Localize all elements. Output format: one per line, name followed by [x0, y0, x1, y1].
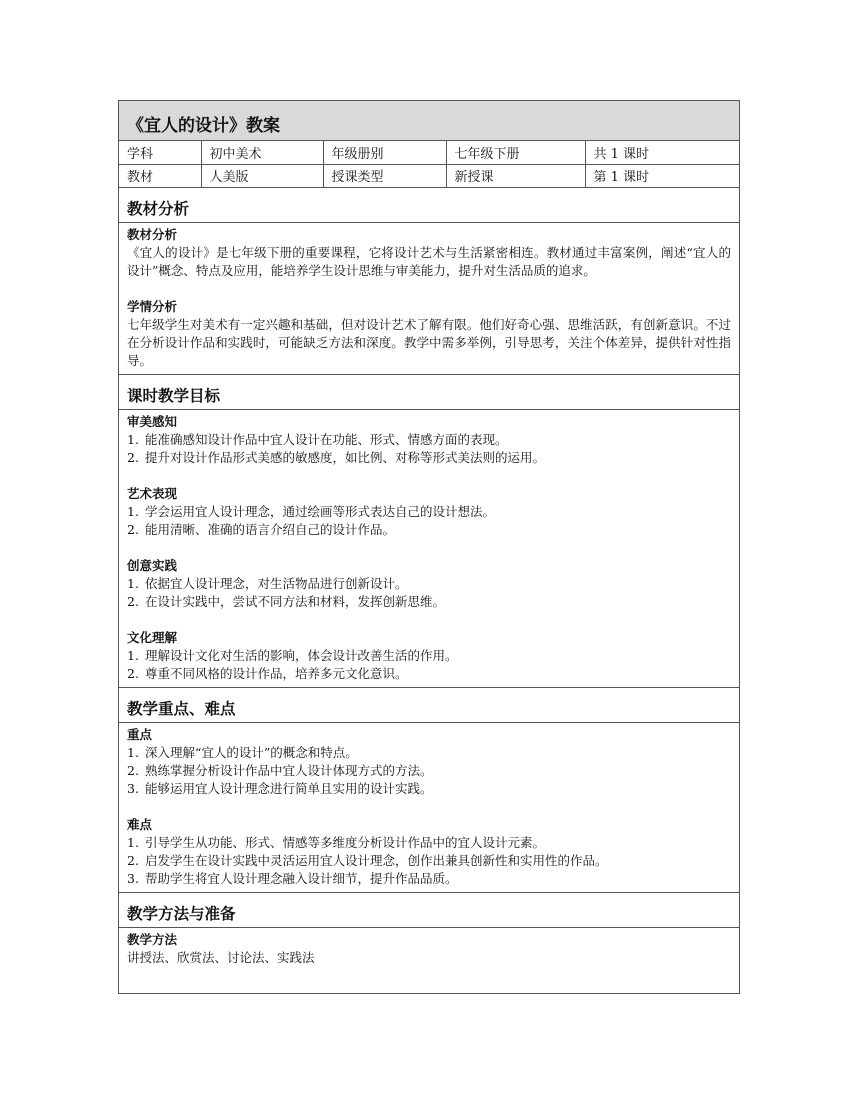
- list-item-number: 1.: [127, 834, 139, 850]
- list-item-number: 2.: [127, 762, 139, 778]
- section-heading: 教材分析: [127, 199, 190, 218]
- list-item: [127, 852, 731, 870]
- block-spacer: [127, 798, 731, 816]
- list-item-text: 深入理解“宜人的设计”的概念和特点。: [145, 744, 358, 760]
- list-item-text: 能准确感知设计作品中宜人设计在功能、形式、情感方面的表现。: [145, 431, 508, 447]
- list-item: [127, 575, 731, 593]
- info-cell: 学科: [119, 141, 201, 164]
- section-heading: 教学方法与准备: [127, 904, 236, 923]
- section-header: [119, 688, 739, 723]
- info-cell: 第 1 课时: [585, 164, 739, 187]
- list-item: [127, 780, 731, 798]
- list-item-number: 1.: [127, 647, 139, 663]
- list-item-text: 提升对设计作品形式美感的敏感度，如比例、对称等形式美法则的运用。: [145, 449, 546, 465]
- list-item-text: 理解设计文化对生活的影响，体会设计改善生活的作用。: [145, 647, 458, 663]
- block-title: 审美感知: [127, 413, 178, 429]
- section-header: [119, 188, 739, 223]
- title-band: [119, 101, 739, 141]
- list-item: [127, 431, 731, 449]
- list-item: [127, 593, 731, 611]
- block-title: 文化理解: [127, 629, 178, 645]
- list-item-number: 3.: [127, 870, 139, 886]
- info-cell: 七年级下册: [446, 141, 585, 164]
- info-cell: 人美版: [201, 164, 323, 187]
- list-item-number: 1.: [127, 503, 139, 519]
- list-item-text: 熟练掌握分析设计作品中宜人设计体现方式的方法。: [145, 762, 433, 778]
- list-item-text: 能够运用宜人设计理念进行简单且实用的设计实践。: [145, 780, 433, 796]
- list-item-text: 启发学生在设计实践中灵活运用宜人设计理念，创作出兼具创新性和实用性的作品。: [145, 852, 608, 868]
- section-body: [119, 723, 739, 893]
- list-item: [127, 521, 731, 539]
- list-item-number: 2.: [127, 665, 139, 681]
- list-item-text: 帮助学生将宜人设计理念融入设计细节，提升作品品质。: [145, 870, 458, 886]
- sections-container: [119, 188, 739, 993]
- block-paragraph: 讲授法、欣赏法、讨论法、实践法: [127, 949, 315, 965]
- info-cell: 共 1 课时: [585, 141, 739, 164]
- list-item-text: 在设计实践中，尝试不同方法和材料，发挥创新思维。: [145, 593, 446, 609]
- list-item: [127, 647, 731, 665]
- block-title: 创意实践: [127, 557, 178, 573]
- block-title: 学情分析: [127, 298, 178, 314]
- list-item: [127, 503, 731, 521]
- list-item: [127, 449, 731, 467]
- block-paragraph: 《宜人的设计》是七年级下册的重要课程，它将设计艺术与生活紧密相连。教材通过丰富案例，阐述“宜人的设计”概念、特点及应用，能培养学生设计思维与审美能力，提升对生活品质的追求。: [127, 244, 731, 278]
- section-header: [119, 375, 739, 410]
- list-item: [127, 665, 731, 683]
- info-cell: 年级册别: [323, 141, 446, 164]
- block-title: 教学方法: [127, 931, 178, 947]
- list-item-text: 能用清晰、准确的语言介绍自己的设计作品。: [145, 521, 396, 537]
- list-item: [127, 744, 731, 762]
- info-cell: 初中美术: [201, 141, 323, 164]
- list-item-text: 学会运用宜人设计理念，通过绘画等形式表达自己的设计想法。: [145, 503, 496, 519]
- lesson-plan-document: [118, 100, 740, 994]
- info-table: [119, 141, 739, 188]
- info-cell: 新授课: [446, 164, 585, 187]
- list-item-text: 引导学生从功能、形式、情感等多维度分析设计作品中的宜人设计元素。: [145, 834, 546, 850]
- list-item: [127, 870, 731, 888]
- block-title: 重点: [127, 726, 153, 742]
- list-item: [127, 834, 731, 852]
- list-item-number: 2.: [127, 449, 139, 465]
- info-row-subject: [119, 141, 739, 164]
- list-item-number: 2.: [127, 852, 139, 868]
- section-body: [119, 223, 739, 375]
- block-title: 难点: [127, 816, 153, 832]
- block-spacer: [127, 539, 731, 557]
- info-row-textbook: [119, 164, 739, 187]
- section-heading: 课时教学目标: [127, 386, 221, 405]
- list-item-number: 1.: [127, 431, 139, 447]
- info-cell: 授课类型: [323, 164, 446, 187]
- list-item-text: 依据宜人设计理念，对生活物品进行创新设计。: [145, 575, 408, 591]
- list-item-number: 1.: [127, 744, 139, 760]
- section-body: [119, 928, 739, 993]
- block-spacer: [127, 467, 731, 485]
- section-body: [119, 410, 739, 688]
- document-title: 《宜人的设计》教案: [127, 116, 280, 136]
- list-item-number: 1.: [127, 575, 139, 591]
- block-spacer: [127, 611, 731, 629]
- list-item-number: 2.: [127, 593, 139, 609]
- block-title: 教材分析: [127, 226, 178, 242]
- section-heading: 教学重点、难点: [127, 699, 236, 718]
- block-paragraph: 七年级学生对美术有一定兴趣和基础，但对设计艺术了解有限。他们好奇心强、思维活跃，有创新意识。不过在分析设计作品和实践时，可能缺乏方法和深度。教学中需多举例，引导思考，关注个体差异，提供针对性指导。: [127, 316, 731, 368]
- block-spacer: [127, 280, 731, 298]
- list-item-number: 2.: [127, 521, 139, 537]
- block-title: 艺术表现: [127, 485, 178, 501]
- info-cell: 教材: [119, 164, 201, 187]
- list-item-number: 3.: [127, 780, 139, 796]
- list-item: [127, 762, 731, 780]
- list-item-text: 尊重不同风格的设计作品，培养多元文化意识。: [145, 665, 408, 681]
- section-header: [119, 893, 739, 928]
